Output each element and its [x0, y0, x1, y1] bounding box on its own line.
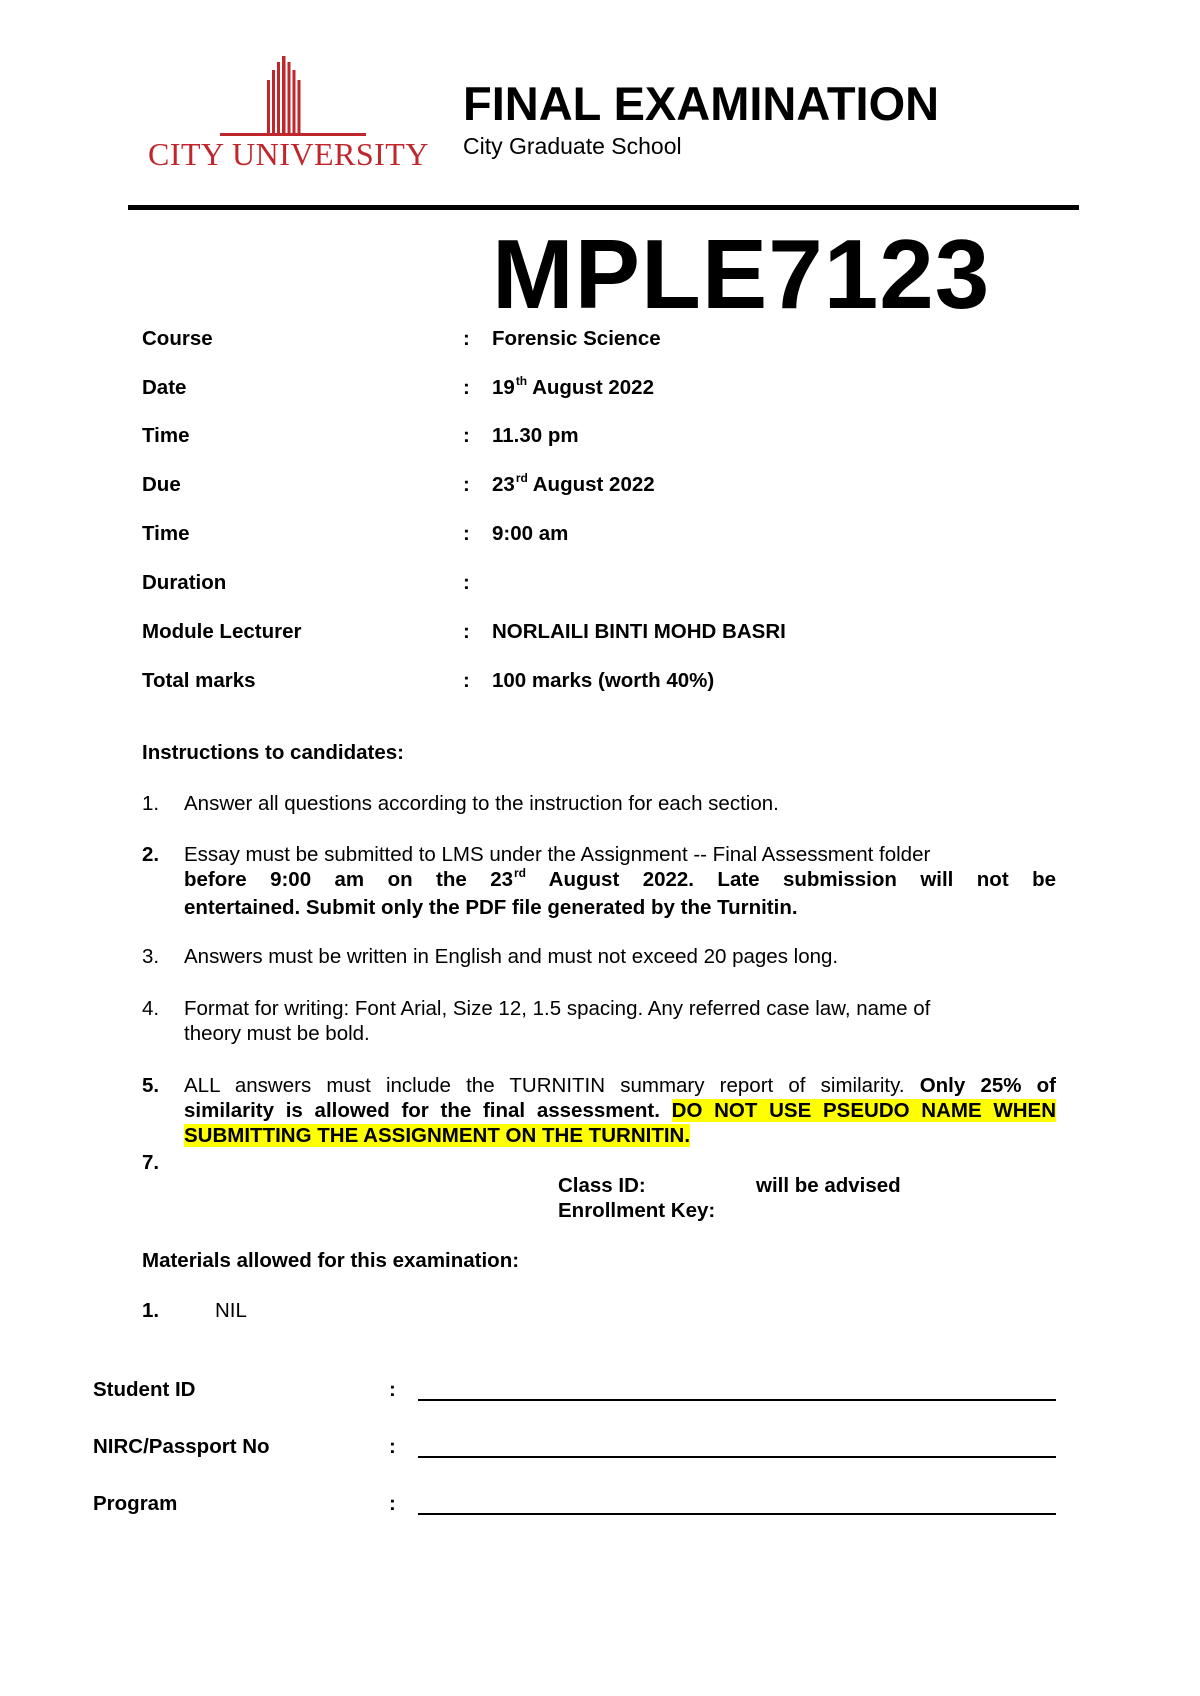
due-label: Due [142, 473, 181, 496]
lecturer-value: NORLAILI BINTI MOHD BASRI [492, 620, 786, 643]
item-number: 4. [142, 997, 160, 1020]
separator: : [389, 1435, 396, 1458]
item-line: before 9:00 am on the 23rd August 2022. Late submission will not be [184, 866, 1056, 891]
lecturer-label: Module Lecturer [142, 620, 302, 643]
date-label: Date [142, 376, 187, 399]
separator: : [389, 1492, 396, 1515]
item-number: 1. [142, 1299, 160, 1322]
separator: : [463, 571, 470, 594]
item-line: Format for writing: Font Arial, Size 12, 1.5 spacing. Any referred case law, name of [184, 997, 931, 1020]
time-value: 11.30 pm [492, 424, 579, 447]
student-id-blank[interactable] [418, 1399, 1056, 1401]
instruction-item-2 [142, 842, 1056, 920]
total-marks-value: 100 marks (worth 40%) [492, 669, 715, 692]
item-line [184, 1123, 1056, 1148]
item-number: 3. [142, 945, 160, 968]
time-label: Time [142, 424, 190, 447]
class-id-label: Class ID: [558, 1174, 646, 1197]
total-marks-label: Total marks [142, 669, 256, 692]
warning-highlight: SUBMITTING THE ASSIGNMENT ON THE TURNITIN. [184, 1124, 691, 1147]
item-line: Essay must be submitted to LMS under the Assignment -- Final Assessment folder [184, 843, 931, 866]
nirc-blank[interactable] [418, 1456, 1056, 1458]
due-value: 23rd August 2022 [492, 471, 655, 496]
item-number: 1. [142, 792, 160, 815]
warning-highlight: DO NOT USE PSEUDO NAME WHEN [671, 1099, 1057, 1122]
item-line: theory must be bold. [184, 1022, 370, 1045]
item-text: Answers must be written in English and must not exceed 20 pages long. [184, 945, 839, 968]
school-name: City Graduate School [463, 133, 682, 159]
item-text: Answer all questions according to the instruction for each section. [184, 792, 779, 815]
course-label: Course [142, 327, 213, 350]
item-text: NIL [215, 1299, 247, 1322]
separator: : [463, 473, 470, 496]
separator: : [463, 522, 470, 545]
header-divider [128, 205, 1079, 210]
student-id-label: Student ID [93, 1378, 196, 1401]
duration-label: Duration [142, 571, 227, 594]
due-time-label: Time [142, 522, 190, 545]
logo-text: CITY UNIVERSITY [148, 136, 429, 172]
materials-heading: Materials allowed for this examination: [142, 1249, 520, 1272]
program-label: Program [93, 1492, 178, 1515]
separator: : [463, 376, 470, 399]
program-blank[interactable] [418, 1513, 1056, 1515]
instruction-item-5 [142, 1073, 1056, 1148]
item-line: ALL answers must include the TURNITIN summary report of similarity. Only 25% of [184, 1074, 1056, 1097]
separator: : [389, 1378, 396, 1401]
university-logo [148, 56, 438, 171]
date-value: 19th August 2022 [492, 374, 654, 399]
tower-icon [148, 56, 438, 136]
separator: : [463, 327, 470, 350]
exam-title: FINAL EXAMINATION [463, 77, 940, 130]
separator: : [463, 669, 470, 692]
instruction-item-1 [142, 791, 1056, 816]
due-time-value: 9:00 am [492, 522, 569, 545]
materials-item-1 [142, 1298, 1056, 1323]
enrollment-key-label: Enrollment Key: [558, 1199, 716, 1222]
item-line: similarity is allowed for the final assessment. DO NOT USE PSEUDO NAME WHEN [184, 1099, 1057, 1122]
item-number: 5. [142, 1074, 160, 1097]
course-value: Forensic Science [492, 327, 661, 350]
separator: : [463, 620, 470, 643]
item-number: 2. [142, 843, 160, 866]
instructions-heading: Instructions to candidates: [142, 741, 404, 764]
nirc-label: NIRC/Passport No [93, 1435, 270, 1458]
course-code: MPLE7123 [492, 219, 991, 329]
item-number: 7. [142, 1151, 160, 1174]
instruction-item-4 [142, 996, 1056, 1046]
separator: : [463, 424, 470, 447]
item-line: entertained. Submit only the PDF file generated by the Turnitin. [184, 896, 798, 919]
class-id-value: will be advised [756, 1174, 901, 1197]
instruction-item-3 [142, 944, 1056, 969]
